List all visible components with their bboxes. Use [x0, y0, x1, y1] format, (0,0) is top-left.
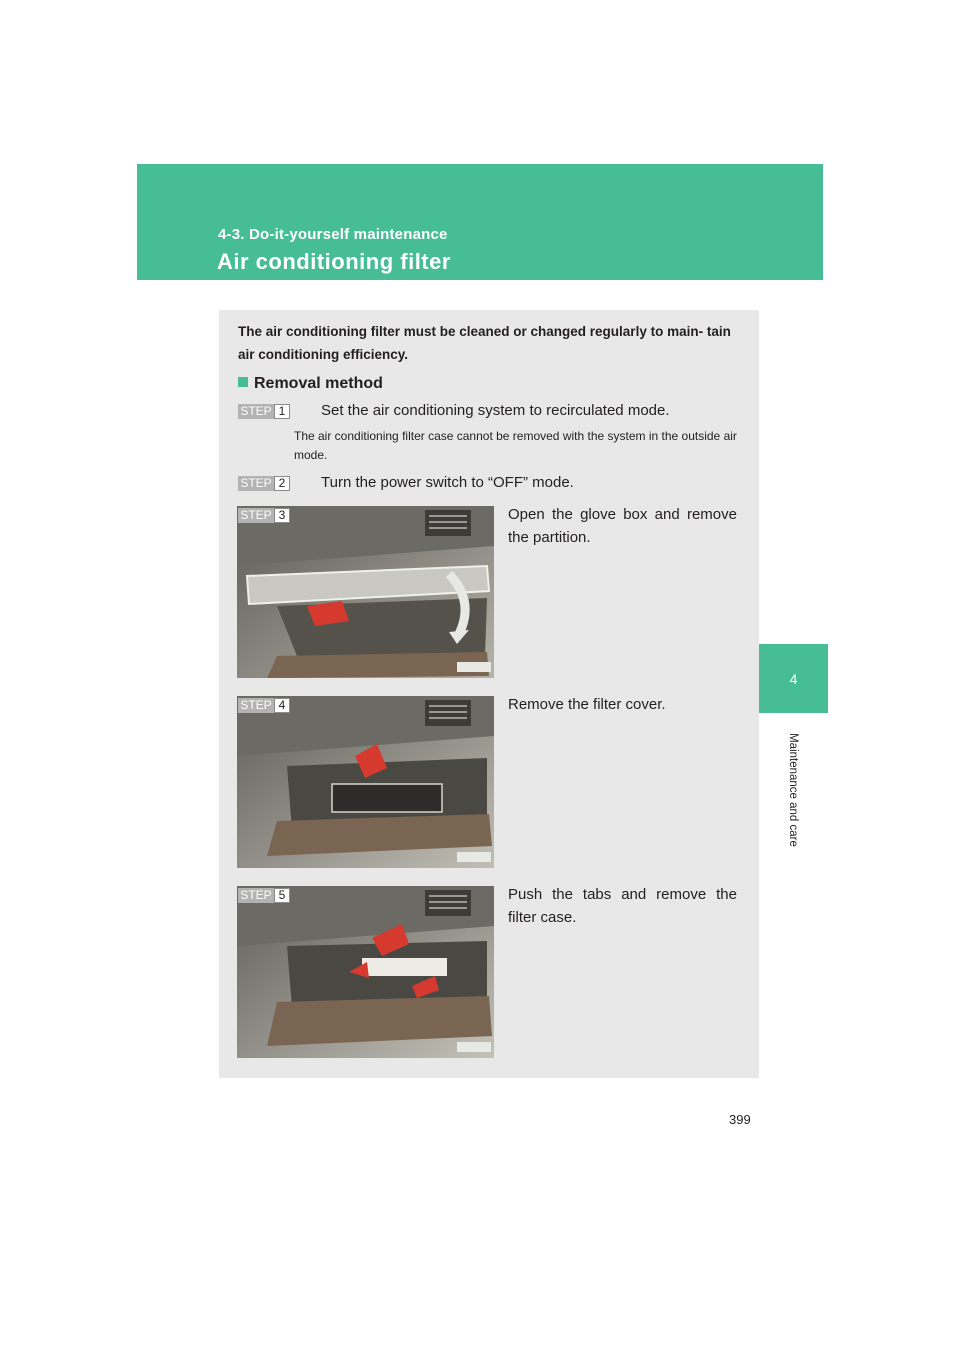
square-bullet-icon [238, 377, 248, 387]
page-number: 399 [729, 1112, 751, 1127]
step-word: STEP [238, 698, 274, 713]
step-number: 1 [274, 404, 290, 419]
step-badge [238, 508, 290, 523]
step-4-illustration [237, 696, 494, 868]
step-text: Set the air conditioning system to recirculated mode. [321, 402, 670, 419]
step-word: STEP [238, 508, 274, 523]
glove-box-partition-illustration [237, 506, 494, 678]
step-text: Push the tabs and remove the filter case. [508, 886, 737, 926]
step-number: 5 [274, 888, 290, 903]
step-word: STEP [238, 404, 274, 419]
filter-case-illustration [237, 886, 494, 1058]
filter-cover-illustration [237, 696, 494, 868]
step-text: Turn the power switch to “OFF” mode. [321, 474, 574, 491]
section-header [137, 164, 823, 280]
step-badge [238, 888, 290, 903]
chapter-tab [759, 644, 828, 713]
step-number: 4 [274, 698, 290, 713]
subheading [238, 375, 383, 393]
step-word: STEP [238, 888, 274, 903]
step-text: Remove the filter cover. [508, 696, 666, 713]
step-number: 2 [274, 476, 290, 491]
step-note: The air conditioning filter case cannot be removed with the system in the outside air mode. [294, 429, 737, 462]
step-5-illustration [237, 886, 494, 1058]
step-number: 3 [274, 508, 290, 523]
step-text: Open the glove box and remove the partition. [508, 506, 737, 546]
chapter-number: 4 [789, 670, 798, 687]
step-badge [238, 476, 290, 491]
page-title: Air conditioning filter [217, 249, 451, 274]
section-label: 4-3. Do-it-yourself maintenance [218, 226, 448, 243]
step-badge [238, 404, 290, 419]
step-3-illustration [237, 506, 494, 678]
content-panel [219, 310, 759, 1078]
chapter-label: Maintenance and care [787, 733, 799, 847]
step-badge [238, 698, 290, 713]
intro-text: The air conditioning filter must be cleaned or changed regularly to main- tain air conditioning efficiency. [238, 324, 731, 362]
step-word: STEP [238, 476, 274, 491]
subheading-text: Removal method [254, 375, 383, 392]
